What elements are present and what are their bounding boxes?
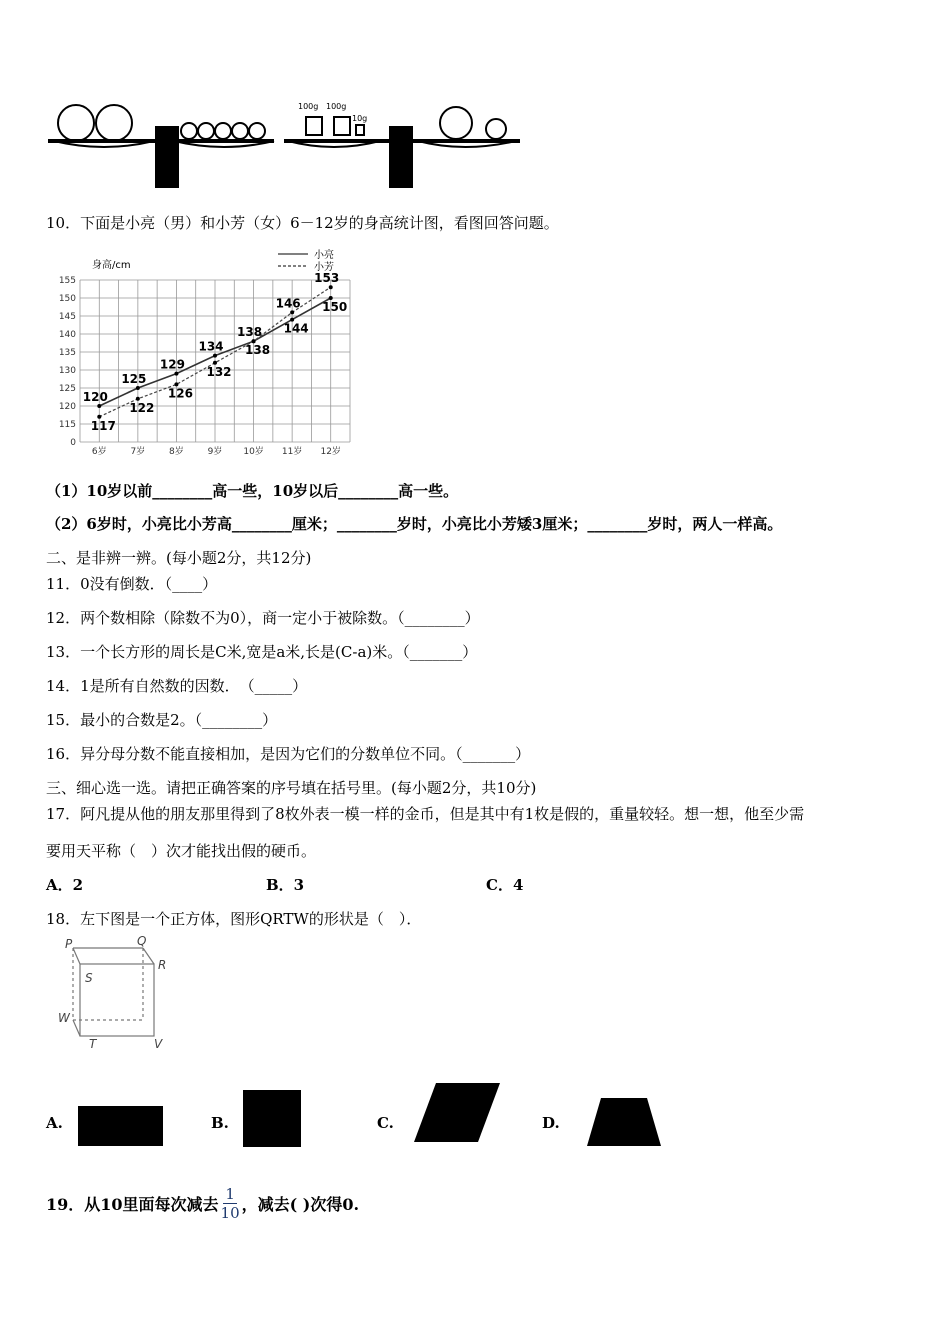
- q18-option-c: C.: [377, 1114, 394, 1132]
- weight-label-2: 100g: [326, 102, 347, 111]
- height-chart: [50, 245, 370, 460]
- data-label: 120: [82, 390, 108, 404]
- data-label: 122: [129, 400, 155, 415]
- data-label: 117: [90, 418, 116, 433]
- weight-label-1: 100g: [298, 102, 319, 111]
- data-label: 129: [159, 357, 185, 372]
- q19-prefix: 19．从10里面每次减去: [46, 1195, 219, 1214]
- cube-label-t: T: [89, 1037, 97, 1051]
- data-label: 138: [237, 325, 263, 340]
- cube-label-r: R: [158, 958, 167, 972]
- fraction: [221, 1185, 240, 1222]
- y-tick-label: 145: [58, 312, 76, 322]
- y-tick-label: 0: [70, 438, 76, 448]
- cube-label-v: V: [154, 1037, 163, 1051]
- q17-option-a: A．2: [46, 876, 84, 894]
- y-tick-label: 120: [58, 402, 76, 412]
- question-16: 16．异分母分数不能直接相加，是因为它们的分数单位不同。（_______）: [46, 745, 531, 763]
- question-11: 11．0没有倒数．（____）: [46, 575, 218, 593]
- question-12: 12．两个数相除（除数不为0），商一定小于被除数。（________）: [46, 609, 480, 627]
- x-tick-label: 10岁: [243, 447, 264, 457]
- data-label: 153: [314, 271, 340, 286]
- data-point: [329, 285, 333, 289]
- x-tick-label: 7岁: [130, 447, 146, 457]
- legend-label: 小亮: [314, 250, 334, 261]
- cube-label-s: S: [85, 971, 93, 985]
- y-tick-label: 150: [58, 294, 76, 304]
- cube-label-p: P: [65, 937, 73, 951]
- y-tick-label: 125: [58, 384, 76, 394]
- cube-figure: [55, 936, 185, 1054]
- question-10-part-2: （2）6岁时，小亮比小芳高________厘米；________岁时，小亮比小芳矮3厘米；________岁时，两人一样高。: [46, 515, 783, 533]
- q18-option-a: A.: [46, 1114, 63, 1132]
- data-point: [213, 354, 217, 358]
- q17-option-b: B．3: [266, 876, 305, 894]
- question-13: 13．一个长方形的周长是C米,宽是a米,长是(C-a)米。（_______）: [46, 643, 478, 661]
- data-label: 144: [283, 321, 309, 336]
- section-3-heading: 三、细心选一选。请把正确答案的序号填在括号里。(每小题2分，共10分): [46, 779, 537, 797]
- legend-label: 小芳: [314, 262, 334, 273]
- rectangle-shape: [78, 1106, 163, 1146]
- x-tick-label: 6岁: [91, 447, 107, 457]
- q18-option-d: D.: [542, 1114, 560, 1132]
- question-10: 10．下面是小亮（男）和小芳（女）6－12岁的身高统计图，看图回答问题。: [46, 214, 559, 232]
- y-tick-label: 155: [58, 276, 76, 286]
- data-label: 138: [245, 343, 271, 358]
- data-label: 150: [322, 300, 348, 314]
- trapezoid-shape: [585, 1097, 663, 1147]
- q17-option-c: C．4: [486, 876, 524, 894]
- data-label: 125: [121, 372, 147, 386]
- left-scale: [48, 105, 274, 187]
- data-label: 146: [275, 296, 301, 311]
- x-tick-label: 11岁: [281, 447, 303, 457]
- y-tick-label: 135: [58, 348, 76, 358]
- data-label: 132: [206, 364, 232, 379]
- question-15: 15．最小的合数是2。（________）: [46, 711, 278, 729]
- x-tick-label: 12岁: [320, 447, 341, 457]
- data-label: 134: [198, 339, 224, 354]
- data-point: [290, 310, 294, 314]
- balance-scales-illustration: [44, 95, 524, 190]
- x-tick-label: 8岁: [169, 447, 184, 457]
- right-scale: [284, 107, 520, 187]
- y-tick-label: 115: [58, 420, 76, 430]
- cube-label-q: Q: [137, 936, 147, 948]
- question-17-line-2: 要用天平称（ ）次才能找出假的硬币。: [46, 842, 317, 860]
- question-14: 14．1是所有自然数的因数． （_____）: [46, 677, 308, 695]
- y-axis-label: 身高/cm: [92, 260, 131, 271]
- cube-label-w: W: [58, 1011, 70, 1025]
- fraction-denominator: 10: [220, 1204, 240, 1222]
- question-19: [46, 1185, 359, 1222]
- data-point: [174, 372, 178, 376]
- data-label: 126: [167, 386, 193, 401]
- section-2-heading: 二、是非辨一辨。(每小题2分，共12分): [46, 549, 312, 567]
- data-point: [136, 386, 140, 390]
- parallelogram-shape: [412, 1081, 502, 1144]
- q18-option-b: B.: [211, 1114, 229, 1132]
- y-tick-label: 130: [58, 366, 76, 376]
- q19-suffix: ，减去( )次得0.: [241, 1195, 360, 1214]
- fraction-numerator: 1: [225, 1185, 235, 1203]
- y-tick-label: 140: [58, 330, 76, 340]
- square-shape: [243, 1090, 301, 1147]
- weight-label-3: 10g: [352, 114, 368, 123]
- data-point: [97, 404, 101, 408]
- question-10-part-1: （1）10岁以前________高一些，10岁以后________高一些。: [46, 482, 459, 500]
- question-17-line-1: 17．阿凡提从他的朋友那里得到了8枚外表一模一样的金币，但是其中有1枚是假的，重量较轻。想一想，他至少需: [46, 805, 805, 823]
- question-18: 18．左下图是一个正方体，图形QRTW的形状是（ ）．: [46, 910, 422, 928]
- x-tick-label: 9岁: [207, 447, 223, 457]
